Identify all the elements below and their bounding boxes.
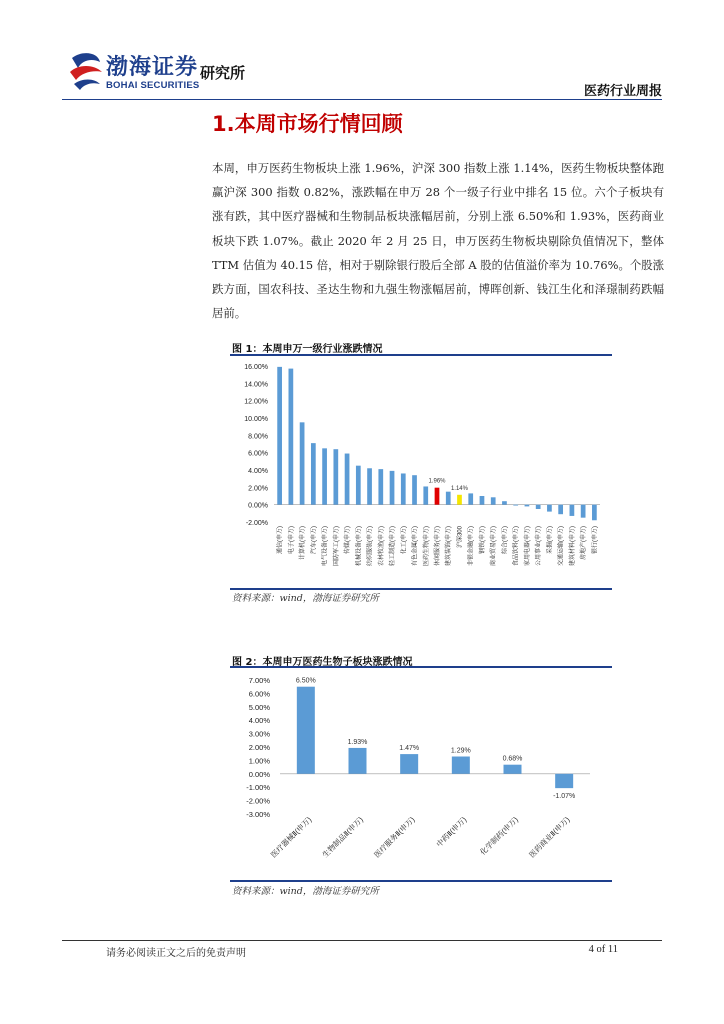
y-tick-label: 7.00%	[248, 676, 270, 685]
data-label: 6.50%	[295, 677, 316, 685]
y-tick-label: 4.00%	[248, 716, 270, 726]
figure2-source: 资料来源：wind，渤海证券研究所	[232, 886, 379, 897]
x-tick-label: 钢铁(申万)	[479, 526, 486, 554]
y-tick-label: 6.00%	[248, 450, 268, 458]
logo-text-en: BOHAI SECURITIES	[106, 80, 200, 91]
bohai-logo-mark-icon	[68, 50, 104, 92]
bar	[491, 497, 496, 504]
page-number: 4 of 11	[588, 944, 618, 955]
y-tick-label: -1.00%	[246, 783, 270, 793]
data-label: -1.07%	[553, 793, 576, 801]
institute-label: 研究所	[200, 64, 246, 82]
bar	[555, 774, 573, 788]
x-tick-label: 银行(申万)	[592, 526, 599, 554]
x-tick-label: 通信(申万)	[277, 526, 284, 554]
bar	[504, 765, 522, 774]
figure1-bar-chart	[230, 356, 612, 588]
bar	[297, 687, 315, 774]
bar	[536, 505, 541, 509]
x-tick-label: 沪深300	[457, 526, 464, 549]
x-tick-label: 中药Ⅱ(申万)	[434, 815, 469, 849]
bar	[525, 505, 530, 507]
figure1-source: 资料来源：wind，渤海证券研究所	[232, 593, 379, 604]
bar	[277, 367, 282, 505]
y-tick-label: 2.00%	[248, 485, 268, 493]
figure2-bottom-rule	[230, 880, 612, 882]
x-tick-label: 农林牧渔(申万)	[378, 526, 385, 566]
x-tick-label: 医药商业Ⅱ(申万)	[527, 815, 572, 860]
x-tick-label: 交通运输(申万)	[558, 526, 565, 566]
x-tick-label: 公用事业(申万)	[536, 526, 543, 566]
data-label: 1.93%	[347, 738, 368, 746]
bar	[547, 505, 552, 512]
y-tick-label: 16.00%	[244, 364, 268, 371]
x-tick-label: 家用电器(申万)	[524, 526, 531, 566]
y-tick-label: 0.00%	[248, 769, 270, 779]
logo-text-cn: 渤海证券	[106, 54, 199, 80]
bar	[570, 505, 575, 516]
bar	[390, 471, 395, 505]
x-tick-label: 商业贸易(申万)	[491, 526, 498, 566]
bar	[311, 443, 316, 505]
data-label: 1.14%	[450, 485, 468, 492]
body-paragraph: 本周，申万医药生物板块上涨 1.96%，沪深 300 指数上涨 1.14%，医药生物板块整体跑赢沪深 300 指数 0.82%，涨跌幅在申万 28 个一级子行业中排名 15 位。六个子板块有涨有跌，其中医疗器械和生物制品板块涨幅居前，分别上涨 6.50%和 1.93%，医药商业板块下跌 1.07%。截止 2020 年 2 月 25 日，申万医药生物板块剔除负值情况下，整体 TTM 估值为 40.15 倍，相对于剔除银行股后全部 A 股的估值溢价率为 10.76%。个股涨跌方面，国农科技、圣达生物和九强生物涨幅居前，博晖创新、钱江生化和泽璟制药跌幅居前。	[212, 161, 665, 321]
bar	[435, 488, 440, 505]
figure2-bar-chart	[230, 668, 612, 880]
x-tick-label: 休闲服务(申万)	[435, 526, 441, 566]
x-tick-label: 建筑材料(申万)	[569, 526, 576, 566]
y-tick-label: 3.00%	[248, 729, 270, 739]
y-tick-label: 8.00%	[248, 433, 268, 441]
bar	[452, 757, 470, 774]
footer-disclaimer: 请务必阅读正文之后的免责声明	[106, 948, 246, 959]
bar	[412, 475, 417, 504]
bar	[592, 505, 597, 521]
section-title: 1.本周市场行情回顾	[212, 112, 403, 136]
bar	[289, 369, 294, 505]
bar	[513, 505, 518, 506]
bar	[423, 486, 428, 504]
x-tick-label: 轻工制造(申万)	[390, 526, 397, 566]
x-tick-label: 采掘(申万)	[547, 526, 554, 554]
bar	[333, 449, 338, 504]
bar	[446, 492, 451, 505]
figure1-title: 图 1：本周申万一级行业涨跌情况	[232, 344, 383, 355]
bar	[558, 505, 563, 515]
bar	[349, 748, 367, 774]
x-tick-label: 建筑装饰(申万)	[446, 526, 453, 566]
x-tick-label: 纺织服装(申万)	[367, 526, 374, 566]
report-type: 医药行业周报	[583, 84, 662, 99]
bar	[581, 505, 586, 518]
bar	[401, 473, 406, 504]
data-label: 1.96%	[428, 478, 446, 485]
bar	[468, 493, 473, 504]
bar	[480, 496, 485, 505]
bar	[502, 501, 507, 504]
x-tick-label: 汽车(申万)	[311, 526, 318, 554]
x-tick-label: 机械设备(申万)	[356, 526, 363, 566]
x-tick-label: 医疗服务Ⅱ(申万)	[372, 815, 417, 860]
bar	[322, 448, 327, 504]
y-tick-label: 5.00%	[248, 702, 270, 712]
data-label: 1.47%	[399, 745, 420, 753]
data-label: 0.68%	[502, 755, 523, 763]
x-tick-label: 非银金融(申万)	[468, 526, 475, 566]
bar	[400, 754, 418, 774]
x-tick-label: 电子(申万)	[288, 526, 295, 554]
y-tick-label: -2.00%	[246, 796, 270, 806]
y-tick-label: 14.00%	[244, 381, 268, 389]
x-tick-label: 医疗器械Ⅱ(申万)	[268, 815, 314, 860]
bar	[356, 466, 361, 505]
y-tick-label: 6.00%	[248, 689, 270, 699]
data-label: 1.29%	[450, 747, 471, 755]
bar	[300, 422, 305, 504]
x-tick-label: 综合(申万)	[502, 526, 509, 554]
y-tick-label: 2.00%	[248, 743, 270, 752]
bar	[345, 454, 350, 505]
x-tick-label: 医药生物(申万)	[423, 526, 430, 566]
x-tick-label: 计算机(申万)	[300, 526, 307, 560]
x-tick-label: 化工(申万)	[401, 526, 408, 554]
x-tick-label: 有色金属(申万)	[412, 526, 419, 566]
y-tick-label: 1.00%	[248, 756, 270, 766]
figure2-title: 图 2：本周申万医药生物子板块涨跌情况	[232, 657, 413, 668]
y-tick-label: -2.00%	[245, 520, 268, 527]
bar	[378, 469, 383, 505]
x-tick-label: 食品饮料(申万)	[513, 526, 520, 566]
bar	[457, 495, 462, 505]
x-tick-label: 传媒(申万)	[345, 526, 352, 554]
x-tick-label: 生物制品Ⅱ(申万)	[320, 815, 365, 860]
y-tick-label: -3.00%	[246, 810, 270, 819]
y-tick-label: 0.00%	[248, 502, 268, 510]
y-tick-label: 10.00%	[244, 416, 268, 423]
bar	[367, 468, 372, 504]
header-divider	[62, 99, 662, 100]
x-tick-label: 电气设备(申万)	[322, 526, 329, 566]
y-tick-label: 4.00%	[248, 468, 268, 475]
y-tick-label: 12.00%	[244, 398, 268, 406]
footer-divider	[62, 940, 662, 941]
x-tick-label: 化学制药(申万)	[478, 815, 520, 857]
x-tick-label: 国防军工(申万)	[333, 526, 340, 566]
x-tick-label: 房地产(申万)	[581, 526, 588, 560]
